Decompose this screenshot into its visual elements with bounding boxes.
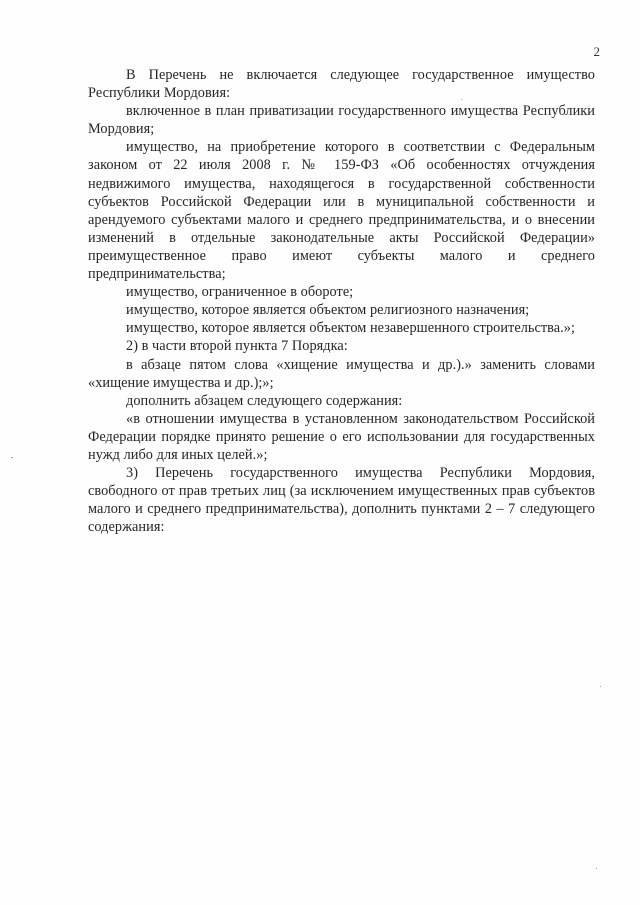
scan-speck — [461, 99, 462, 100]
paragraph-preemptive-right: имущество, на приобретение которого в соответствии с Федеральным законом от 22 июля 2008 г. № 159-ФЗ «Об особенностях отчуждения недвижимого имущества, находящегося в государственной собственности субъектов Российской Федерации или в муниципальной собственности и арендуемого субъектами малого и среднего предпринимательства, и о внесении изменений в отдельные законодательные акты Российской Федерации» преимущественное право имеют субъекты малого и среднего предпринимательства; — [88, 139, 595, 283]
scan-speck — [11, 457, 13, 458]
paragraph-unfinished-construction: имущество, которое является объектом незавершенного строительства.»; — [126, 320, 576, 337]
page-number: 2 — [593, 44, 600, 59]
document-body — [88, 66, 595, 536]
paragraph-new-clause: «в отношении имущества в установленном законодательством Российской Федерации порядке принято решение о его использовании для государственных нужд либо для иных целей.»; — [88, 410, 595, 463]
paragraph-add-clause: дополнить абзацем следующего содержания: — [126, 392, 403, 409]
paragraph-item-2: 2) в части второй пункта 7 Порядка: — [126, 338, 348, 355]
paragraph-exclusions-intro: В Перечень не включается следующее государственное имущество Республики Мордовия: — [88, 67, 595, 102]
paragraph-restricted-turnover: имущество, ограниченное в обороте; — [126, 284, 354, 301]
scan-speck — [596, 868, 597, 869]
paragraph-replace-words: в абзаце пятом слова «хищение имущества и др.).» заменить словами «хищение имущества и др.);»; — [88, 356, 595, 391]
paragraph-religious-property: имущество, которое является объектом религиозного назначения; — [126, 302, 530, 319]
paragraph-item-3: 3) Перечень государственного имущества Республики Мордовия, свободного от прав третьих лиц (за исключением имущественных прав субъектов малого и среднего предпринимательства), дополнить пунктами 2 – 7 следующего содержания: — [88, 465, 595, 536]
scan-speck — [600, 686, 601, 687]
paragraph-privatization-plan: включенное в план приватизации государственного имущества Республики Мордовия; — [88, 103, 595, 138]
